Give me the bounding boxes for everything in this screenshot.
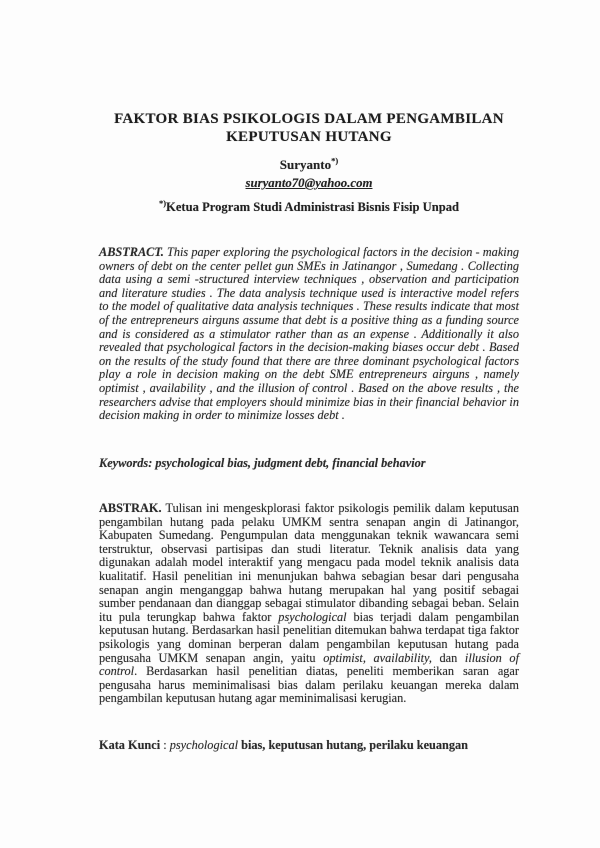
kata-kunci-terms-rest: bias, keputusan hutang, perilaku keuangan: [238, 738, 469, 752]
affiliation-line: [99, 197, 519, 215]
author-footnote-mark: *): [331, 155, 339, 166]
abstract-english-label: ABSTRACT.: [99, 245, 164, 259]
kata-kunci-line: [99, 739, 519, 753]
abstract-indonesian-term-optimist-availability: optimist, availability,: [323, 650, 432, 665]
abstract-indonesian-seg1: Tulisan ini mengeskplorasi faktor psikologis pemilik dalam keputusan pengambilan hutang pada pelaku UMKM sentra senapan angin di Jatinangor, Kabupaten Sumedang. Pengumpulan data menggunakan teknik wawancara semi terstruktur, observasi partisipas dan studi literatur. Teknik analisis data yang digunakan adalah model interaktif yang mengacu pada model teknik analisis data kualitatif. Hasil penelitian ini menunjukan bahwa sebagian besar dari pengusaha senapan angin menganggap bahwa hutang merupakan hal yang positif sebagai sumber pendanaan dan dianggap sebagai stimulator dibanding sebagai beban. Selain itu pula terungkap bahwa faktor: [99, 501, 519, 624]
abstract-indonesian-seg3: bias terjadi dalam pengambilan keputusan hutang. Berdasarkan hasil penelitian ditemukan bahwa terdapat tiga faktor psikologis yang dominan berperan dalam pengambilan keputusan hutang pada pengusaha UMKM senapan angin, yaitu: [99, 609, 519, 665]
abstract-indonesian-seg5: dan: [431, 650, 465, 665]
paper-title: [99, 111, 519, 146]
author-line: [99, 157, 519, 173]
paper-title-line1: FAKTOR BIAS PSIKOLOGIS DALAM PENGAMBILAN: [114, 111, 504, 127]
kata-kunci-label: Kata Kunci: [99, 738, 161, 752]
keywords-line: Keywords: psychological bias, judgment debt, financial behavior: [99, 456, 426, 470]
abstract-english: [99, 246, 519, 423]
abstract-indonesian-seg7: . Berdasarkan hasil penelitian diatas, peneliti memberikan saran agar pengusaha harus meminimalisasi bias dalam perilaku keuangan mereka dalam pengambilan keputusan hutang agar meminimalisasi kerugian.: [99, 664, 519, 706]
email-line: [99, 176, 519, 191]
affiliation-footnote-mark: *): [158, 197, 167, 208]
abstract-indonesian-term-illusion-of-control: illusion of control: [99, 650, 519, 679]
kata-kunci-term-psychological: psychological: [169, 738, 239, 752]
abstract-indonesian: [99, 502, 519, 706]
abstract-indonesian-term-psychological: psychological: [278, 609, 347, 624]
author-email: suryanto70@yahoo.com: [245, 176, 373, 190]
paper-title-line2: KEPUTUSAN HUTANG: [226, 128, 392, 145]
author-name: Suryanto: [279, 157, 332, 172]
kata-kunci-separator: :: [160, 738, 170, 752]
affiliation-text: Ketua Program Studi Administrasi Bisnis Fisip Unpad: [166, 200, 460, 214]
abstract-indonesian-label: ABSTRAK.: [99, 501, 162, 515]
abstract-english-body: This paper exploring the psychological factors in the decision - making owners of debt on the center pellet gun SMEs in Jatinangor , Sumedang . Collecting data using a semi -structured interview techniques , observation and participation and literature studies . The data analysis technique used is interactive model refers to the model of qualitative data analysis techniques . These results indicate that most of the entrepreneurs airguns assume that debt is a positive thing as a funding source and is considered as a stimulator rather than as an expense . Additionally it also revealed that psychological factors in the decision-making biases occur debt . Based on the results of the study found that there are three dominant psychological factors play a role in decision making on the debt SME entrepreneurs airguns , namely optimist , availability , and the illusion of control . Based on the above results , the researchers advise that employers should minimize bias in their financial behavior in decision making in order to minimize losses debt .: [99, 245, 519, 423]
